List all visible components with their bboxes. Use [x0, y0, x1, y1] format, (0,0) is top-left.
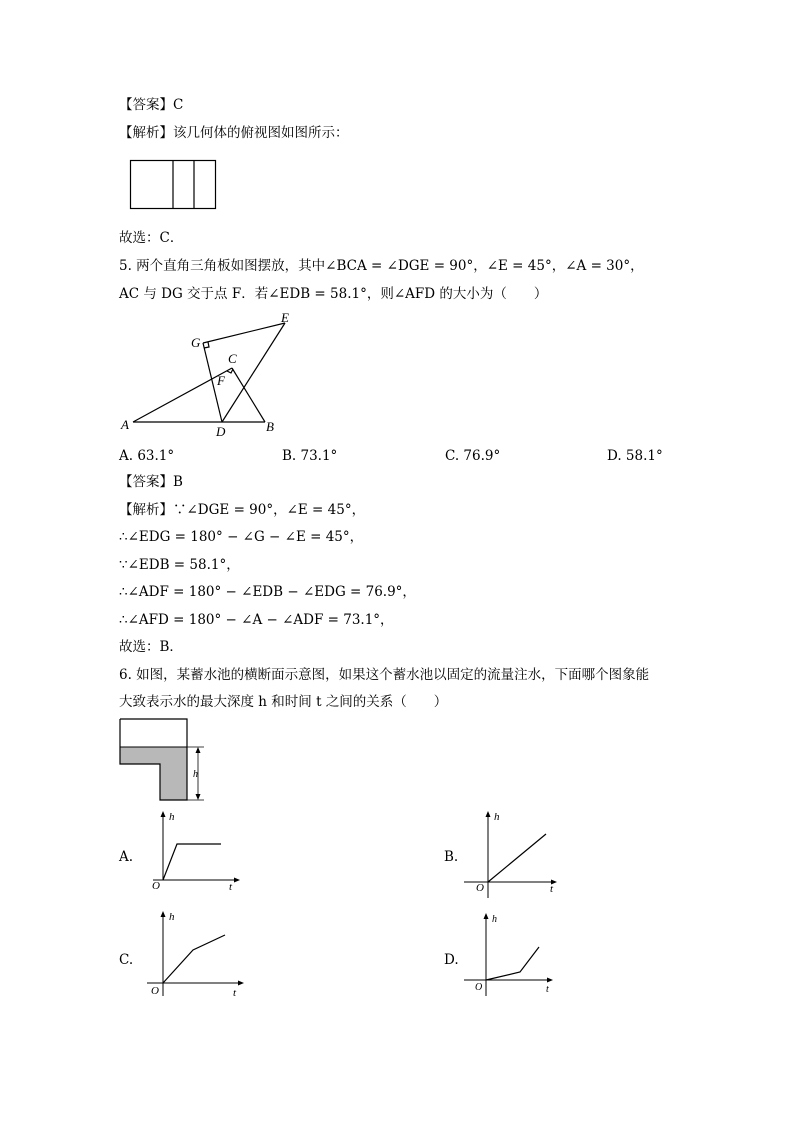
- graph-c-h: h: [169, 911, 175, 923]
- graph-c-t: t: [233, 987, 237, 999]
- label-B: B: [266, 419, 274, 434]
- graph-d: [462, 910, 562, 1005]
- q4-choice: 故选：C．: [119, 230, 184, 246]
- label-A: A: [121, 417, 129, 432]
- q5-choice: 故选：B．: [119, 639, 183, 655]
- graph-d-o: O: [475, 982, 483, 993]
- q5-option-b: B. 73.1°: [282, 448, 338, 464]
- q5-step-2: ∴∠EDG = 180° − ∠G − ∠E = 45°，: [119, 529, 364, 545]
- q6-option-d-label: D.: [444, 952, 459, 968]
- top-view-figure: [130, 160, 216, 210]
- graph-a-t: t: [229, 881, 233, 893]
- graph-c-o: O: [151, 985, 159, 997]
- label-F: F: [217, 373, 225, 388]
- triangles-figure: [115, 305, 315, 440]
- graph-a: [145, 808, 245, 893]
- q5-step-1: 【解析】∵∠DGE = 90°，∠E = 45°，: [119, 502, 366, 518]
- label-D: D: [216, 424, 226, 439]
- q5-option-c: C. 76.9°: [445, 448, 501, 464]
- graph-b-h: h: [494, 811, 500, 823]
- label-C: C: [228, 351, 237, 366]
- q6-option-a-label: A.: [119, 849, 134, 865]
- q5-answer: 【答案】B: [119, 474, 183, 490]
- q6-stem-line2: 大致表示水的最大深度 h 和时间 t 之间的关系（ ）: [119, 694, 448, 710]
- q5-option-a: A. 63.1°: [119, 448, 175, 464]
- q6-option-c-label: C.: [119, 952, 134, 968]
- graph-a-h: h: [169, 811, 175, 823]
- label-E: E: [281, 310, 289, 325]
- h-dimension-label: h: [193, 769, 198, 780]
- graph-b-t: t: [550, 883, 554, 895]
- graph-d-t: t: [546, 984, 549, 995]
- graph-a-o: O: [152, 880, 160, 892]
- reservoir-figure: [118, 717, 218, 807]
- graph-b: [462, 808, 562, 903]
- q5-option-d: D. 58.1°: [607, 448, 663, 464]
- q5-stem-line1: 5. 两个直角三角板如图摆放，其中∠BCA = ∠DGE = 90°，∠E = 45°，∠A = 30°，: [119, 258, 644, 274]
- q4-answer: 【答案】C: [119, 97, 184, 113]
- graph-c: [145, 908, 250, 1003]
- q5-stem-line2: AC 与 DG 交于点 F．若∠EDB = 58.1°，则∠AFD 的大小为（ ）: [119, 286, 548, 302]
- q5-step-5: ∴∠AFD = 180° − ∠A − ∠ADF = 73.1°，: [119, 612, 394, 628]
- q6-stem-line1: 6. 如图，某蓄水池的横断面示意图，如果这个蓄水池以固定的流量注水，下面哪个图象能: [119, 667, 650, 683]
- q5-step-4: ∴∠ADF = 180° − ∠EDB − ∠EDG = 76.9°，: [119, 584, 416, 600]
- label-G: G: [191, 335, 201, 350]
- q4-analysis: 【解析】该几何体的俯视图如图所示：: [119, 125, 349, 141]
- graph-b-o: O: [476, 882, 484, 894]
- q6-option-b-label: B.: [444, 849, 459, 865]
- q5-step-3: ∵∠EDB = 58.1°，: [119, 557, 240, 573]
- graph-d-h: h: [492, 914, 497, 925]
